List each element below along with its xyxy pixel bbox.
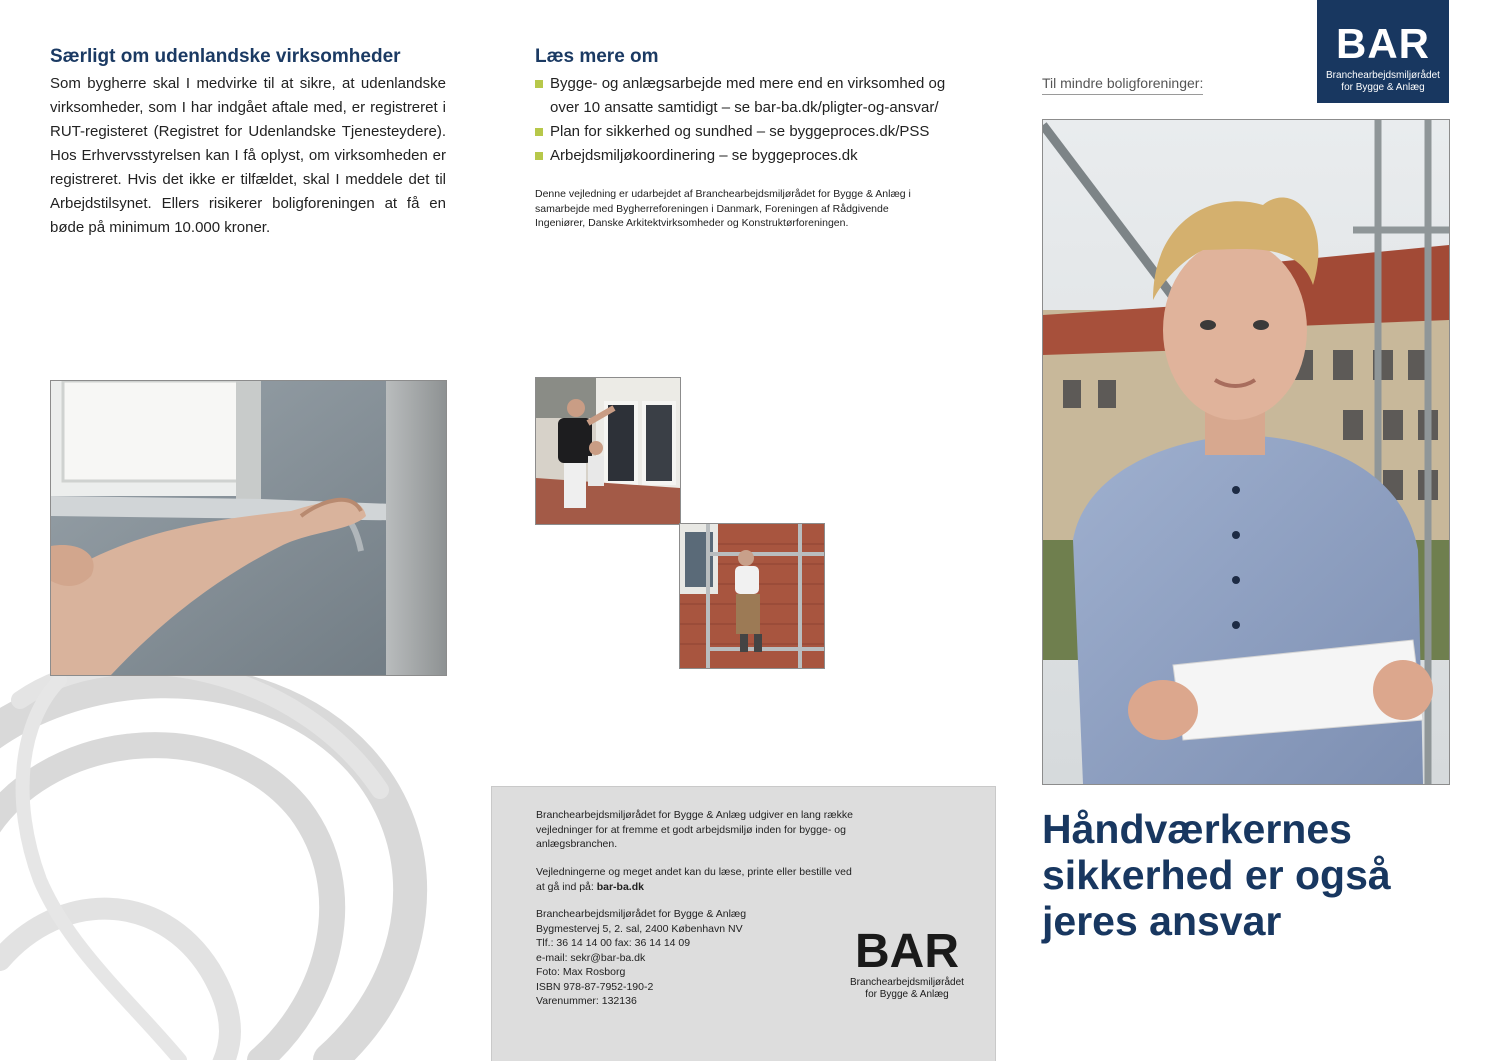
- cover-title: [1042, 806, 1482, 944]
- address-line: Foto: Max Rosborg: [536, 966, 626, 978]
- logo-wordmark: BAR: [855, 925, 959, 978]
- read-more-item: [535, 120, 955, 144]
- address-line: ISBN 978-87-7952-190-2: [536, 980, 654, 993]
- cover-title-line: sikkerhed er også: [1042, 852, 1391, 898]
- back-info-panel: [491, 786, 996, 1061]
- read-more-item: [535, 72, 955, 120]
- photo-worker-on-scaffold: [679, 523, 825, 669]
- read-more-item: [535, 144, 955, 168]
- website-link[interactable]: bar-ba.dk: [596, 880, 644, 893]
- bullet-square-icon: [535, 80, 543, 88]
- photo-man-holding-paper: [1042, 119, 1450, 785]
- photo-hands-metal-flashing: [50, 380, 447, 676]
- logo-subtitle: [1317, 70, 1449, 94]
- order-text: Vejledningerne og meget andet kan du læse, printe eller bestille ved at gå ind på:: [536, 866, 852, 893]
- address-line: Varenummer: 132136: [536, 995, 637, 1007]
- credits-note: Denne vejledning er udarbejdet af Branchearbejdsmiljørådet for Bygge & Anlæg i samarbejde med Bygherreforeningen i Danmark, Foreningen af Rådgivende Ingeniører, Danske Arkitektvirksomheder og Konstruktørforeningen.: [535, 188, 911, 229]
- publisher-address: [536, 907, 856, 1009]
- bar-logo-back: [842, 927, 972, 1001]
- logo-subtitle-line: Branchearbejdsmiljørådet: [850, 977, 964, 988]
- logo-subtitle-line: for Bygge & Anlæg: [1341, 82, 1425, 93]
- decorative-swirl-graphic: [0, 640, 480, 1060]
- address-line: Branchearbejdsmiljørådet for Bygge & Anlæg: [536, 908, 747, 920]
- read-more-list: [535, 72, 955, 168]
- audience-label: Til mindre boligforeninger:: [1042, 75, 1203, 95]
- logo-subtitle-line: for Bygge & Anlæg: [865, 989, 949, 1000]
- address-line: Tlf.: 36 14 14 00 fax: 36 14 14 09: [536, 937, 691, 949]
- logo-wordmark: BAR: [1336, 20, 1430, 67]
- section-heading-read-more: Læs mere om: [535, 46, 659, 67]
- order-info: [536, 865, 856, 894]
- section-heading-foreign-companies: Særligt om udenlandske virksomheder: [50, 46, 401, 67]
- photo-worker-at-window: [535, 377, 681, 525]
- address-line: e-mail: sekr@bar-ba.dk: [536, 951, 646, 964]
- cover-title-line: jeres ansvar: [1042, 898, 1282, 944]
- read-more-item-text: Arbejdsmiljøkoordinering – se byggeproces.dk: [550, 147, 858, 164]
- section-body-foreign-companies: Som bygherre skal I medvirke til at sikre, at udenlandske virksomheder, som I har indgået aftale med, er registreret i RUT-registeret (Registret for Udenlandske Tjenesteydere). Hos Erhvervsstyrelsen kan I få oplyst, om virksomheden er registreret. Hvis det ikke er tilfældet, skal I meddele det til Arbejdstilsynet. Ellers risikerer boligforeningen at få en bøde på minimum 10.000 kroner.: [50, 75, 446, 236]
- cover-title-line: Håndværkernes: [1042, 806, 1352, 852]
- bullet-square-icon: [535, 128, 543, 136]
- address-line: Bygmestervej 5, 2. sal, 2400 København NV: [536, 922, 743, 935]
- read-more-item-text: Bygge- og anlægsarbejde med mere end en virksomhed og over 10 ansatte samtidigt – se bar-ba.dk/pligter-og-ansvar/: [550, 75, 946, 116]
- publisher-intro: Branchearbejdsmiljørådet for Bygge & Anlæg udgiver en lang række vejledninger for at fremme et godt arbejdsmiljø inden for bygge- og anlægsbranchen.: [536, 809, 853, 850]
- read-more-item-text: Plan for sikkerhed og sundhed – se byggeproces.dk/PSS: [550, 123, 930, 140]
- logo-subtitle-line: Branchearbejdsmiljørådet: [1326, 70, 1440, 81]
- bar-logo: [1317, 0, 1449, 103]
- bullet-square-icon: [535, 152, 543, 160]
